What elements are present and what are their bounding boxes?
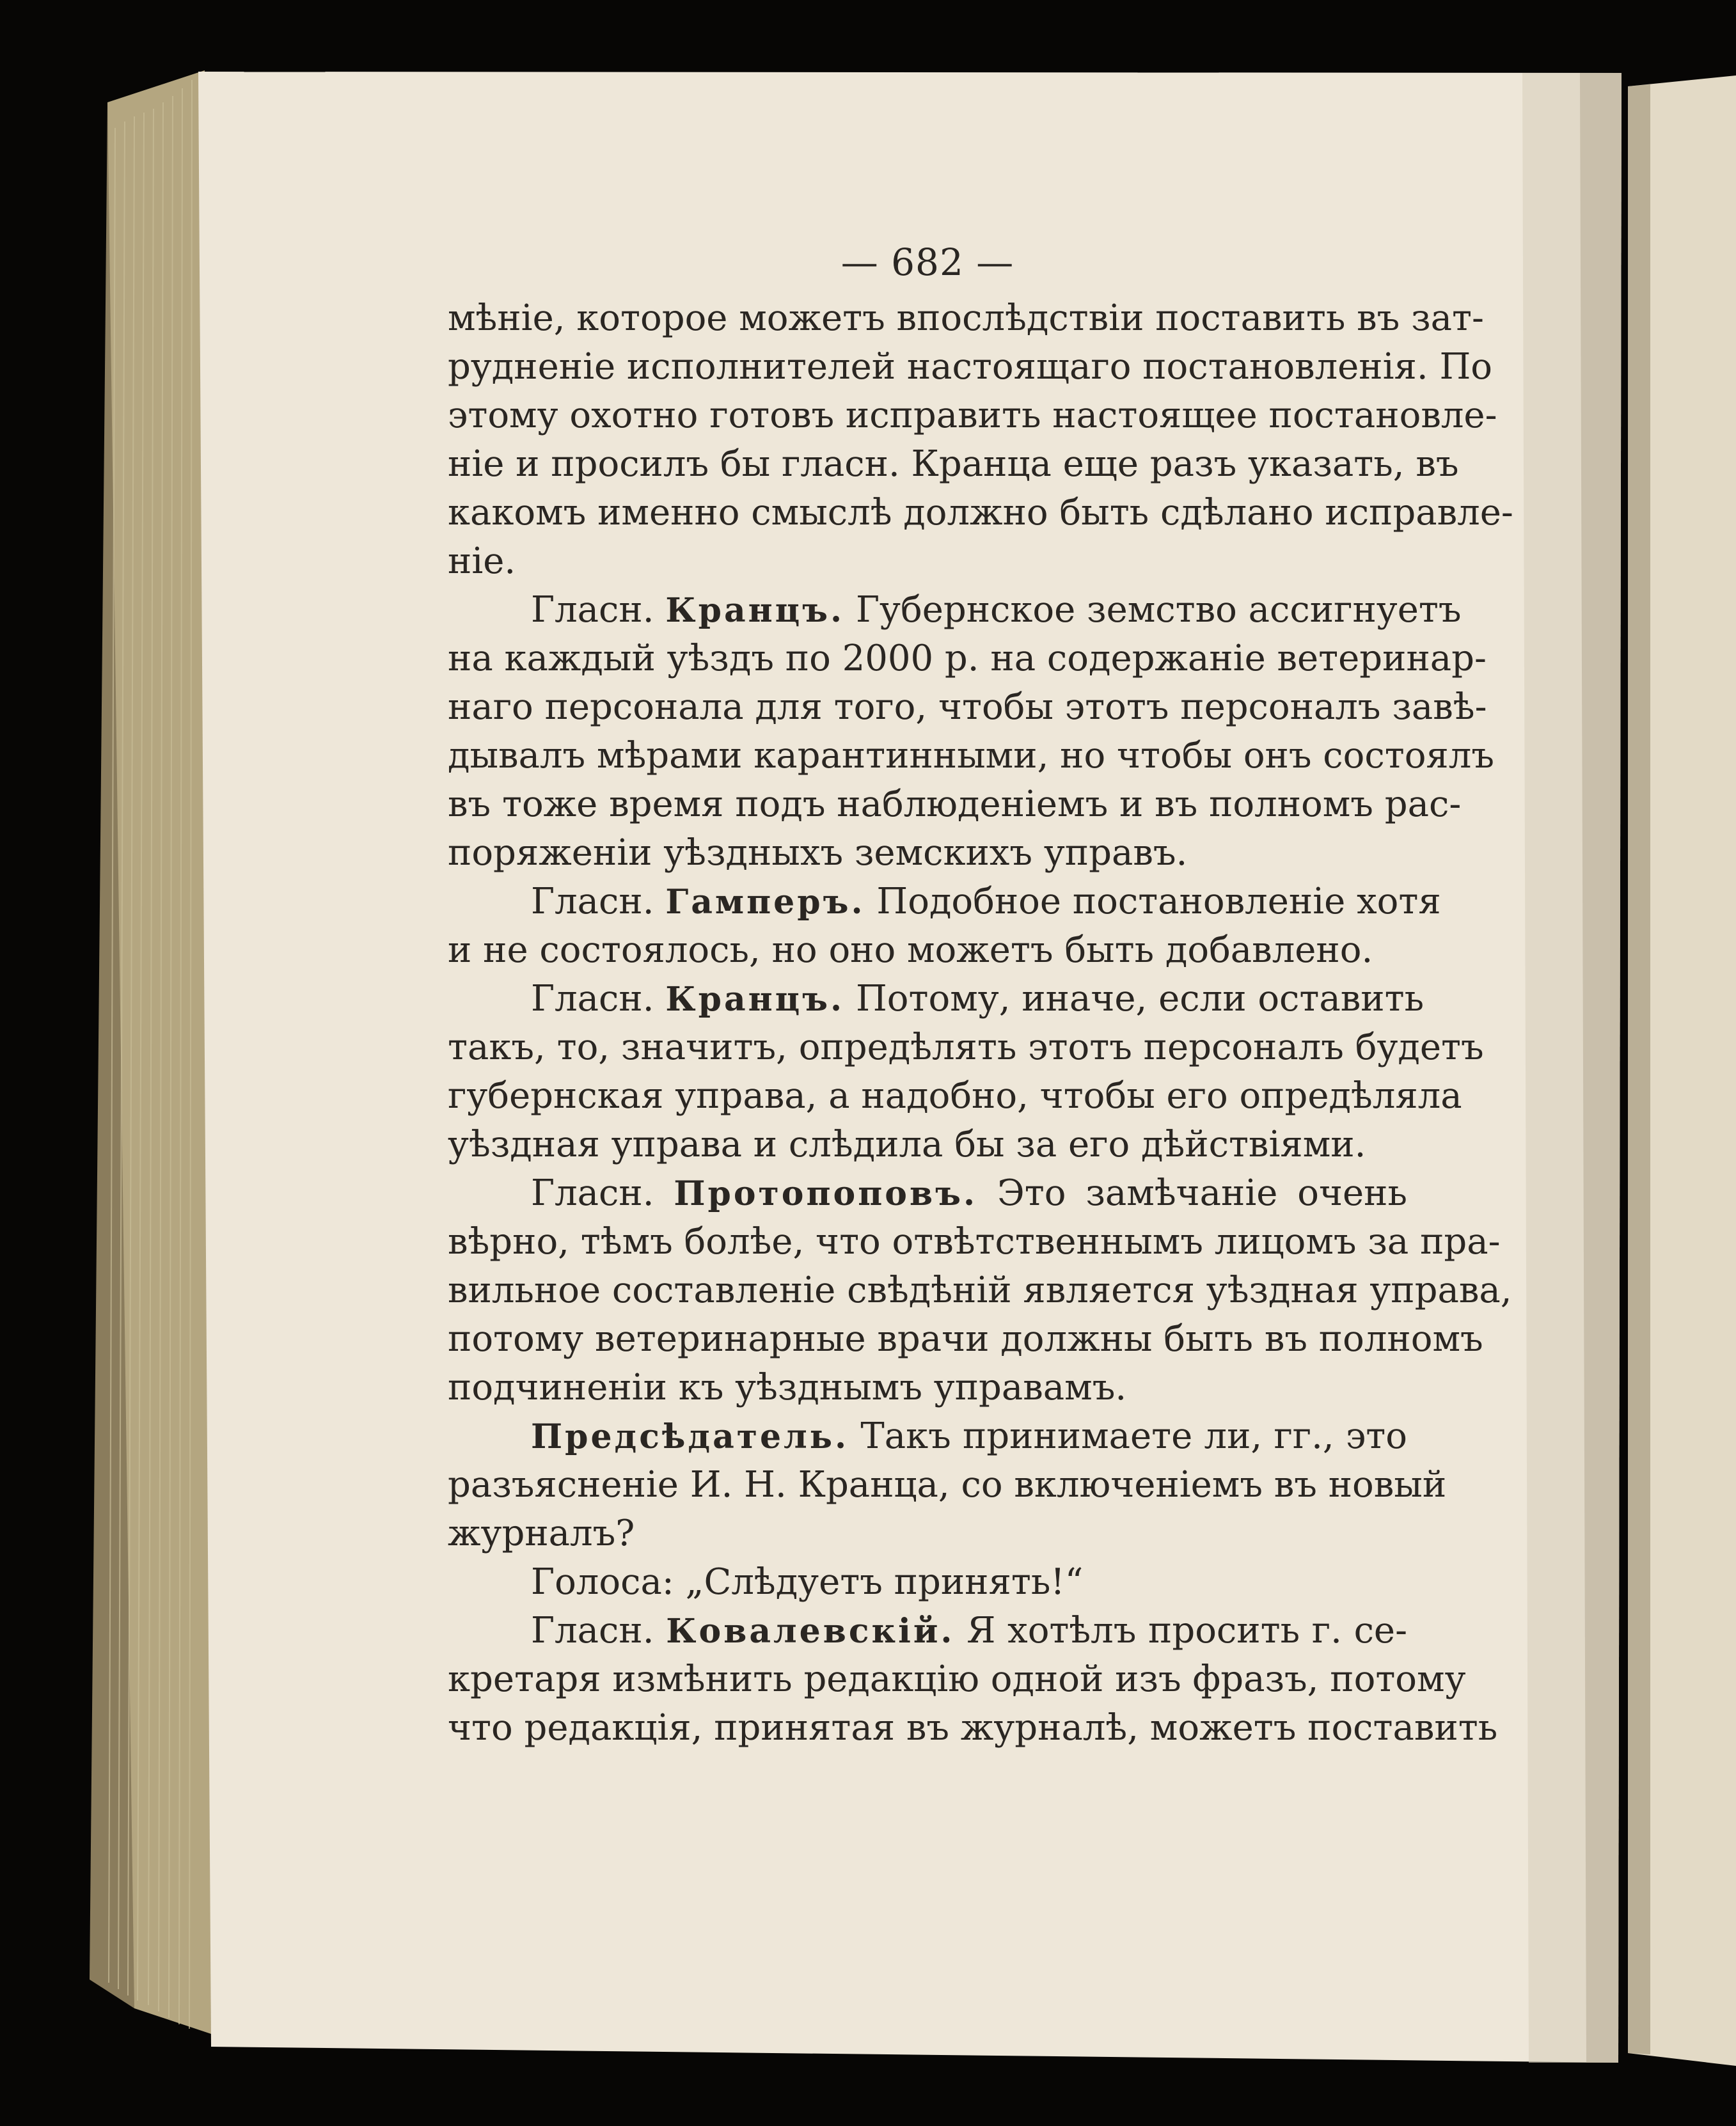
text-line	[448, 732, 1494, 780]
text-span: Подобное постановленіе хотя	[865, 881, 1441, 922]
text-span: Гласн.	[531, 881, 666, 922]
text-span: Это замѣчаніе очень	[977, 1172, 1407, 1214]
text-line	[448, 780, 1462, 829]
text-line	[448, 489, 1513, 537]
text-span: разъясненіе И. Н. Кранца, со включеніемъ въ новый	[448, 1464, 1447, 1506]
text-span: журналъ?	[448, 1513, 635, 1554]
text-line	[448, 1072, 1462, 1121]
text-span: Гласн.	[531, 589, 666, 631]
text-span: Такъ принимаете ли, гг., это	[849, 1415, 1407, 1457]
text-span: мѣніе, которое можетъ впослѣдствіи поставить въ зат-	[448, 297, 1484, 339]
text-span: Гласн.	[531, 978, 666, 1020]
text-span: подчиненіи къ уѣзднымъ управамъ.	[448, 1367, 1127, 1408]
text-line	[448, 1607, 1407, 1655]
text-span: такъ, то, значитъ, опредѣлять этотъ персоналъ будетъ	[448, 1027, 1484, 1068]
page-number: — 682 —	[840, 240, 1014, 284]
text-span: вѣрно, тѣмъ болѣе, что отвѣтственнымъ лицомъ за пра-	[448, 1221, 1501, 1263]
text-line	[448, 1509, 1407, 1558]
text-line	[448, 1121, 1407, 1169]
text-line	[448, 634, 1487, 683]
speaker-name: Ковалевскій.	[666, 1612, 955, 1651]
text-line	[448, 878, 1441, 926]
text-line	[448, 1655, 1466, 1704]
text-span: Я хотѣлъ просить г. се-	[954, 1610, 1407, 1651]
text-line	[448, 1461, 1447, 1509]
text-span: Потому, иначе, если оставить	[844, 978, 1424, 1020]
text-span: Гласн.	[531, 1172, 674, 1214]
text-line	[448, 1558, 1407, 1607]
text-span: и не состоялось, но оно можетъ быть добавлено.	[448, 929, 1373, 971]
text-line	[448, 391, 1497, 440]
text-line	[448, 1023, 1484, 1072]
text-lines	[448, 294, 1513, 1752]
text-span: наго персонала для того, чтобы этотъ персоналъ завѣ-	[448, 686, 1487, 728]
text-line	[448, 294, 1484, 343]
text-span: ніе.	[448, 540, 516, 582]
speaker-name: Гамперъ.	[665, 883, 865, 922]
speaker-name: Кранцъ.	[665, 980, 845, 1019]
text-span: на каждый уѣздъ по 2000 р. на содержаніе ветеринар-	[448, 638, 1487, 679]
text-span: Голоса: „Слѣдуетъ принять!“	[531, 1561, 1084, 1603]
text-span: какомъ именно смыслѣ должно быть сдѣлано исправле-	[448, 492, 1513, 533]
text-line	[448, 537, 1407, 586]
text-span: потому ветеринарные врачи должны быть въ полномъ	[448, 1318, 1483, 1360]
text-line	[448, 586, 1462, 634]
speaker-name: Кранцъ.	[665, 591, 845, 630]
page-text-block	[448, 230, 1513, 1752]
speaker-name: Предсѣдатель.	[531, 1417, 849, 1456]
text-line	[448, 1704, 1498, 1752]
text-line	[448, 1218, 1501, 1266]
text-line	[448, 975, 1424, 1023]
text-span: Гласн.	[531, 1610, 667, 1651]
text-span: Губернское земство ассигнуетъ	[844, 589, 1462, 631]
text-span: вильное составленіе свѣдѣній является уѣздная управа,	[448, 1270, 1512, 1311]
text-line	[448, 1364, 1407, 1412]
text-line	[448, 343, 1492, 391]
text-span: дывалъ мѣрами карантинными, но чтобы онъ состоялъ	[448, 735, 1494, 776]
text-span: рудненіе исполнителей настоящаго постановленія. По	[448, 346, 1492, 388]
text-line	[448, 440, 1459, 489]
text-span: ніе и просилъ бы гласн. Кранца еще разъ указать, въ	[448, 443, 1459, 485]
speaker-name: Протопоповъ.	[674, 1174, 978, 1213]
text-span: этому охотно готовъ исправить настоящее постановле-	[448, 395, 1497, 436]
text-span: губернская управа, а надобно, чтобы его опредѣляла	[448, 1075, 1462, 1117]
text-line	[448, 926, 1407, 975]
text-line	[448, 1412, 1407, 1461]
text-span: поряженіи уѣздныхъ земскихъ управъ.	[448, 832, 1188, 874]
text-span: въ тоже время подъ наблюденіемъ и въ полномъ рас-	[448, 783, 1462, 825]
text-line	[448, 1169, 1407, 1218]
text-line	[448, 1315, 1483, 1364]
text-span: что редакція, принятая въ журналѣ, можетъ поставить	[448, 1707, 1498, 1749]
text-span: уѣздная управа и слѣдила бы за его дѣйствіями.	[448, 1124, 1366, 1165]
text-line	[448, 683, 1487, 732]
text-span: кретаря измѣнить редакцію одной изъ фразъ, потому	[448, 1658, 1466, 1700]
text-line	[448, 1266, 1512, 1315]
text-line	[448, 829, 1407, 878]
